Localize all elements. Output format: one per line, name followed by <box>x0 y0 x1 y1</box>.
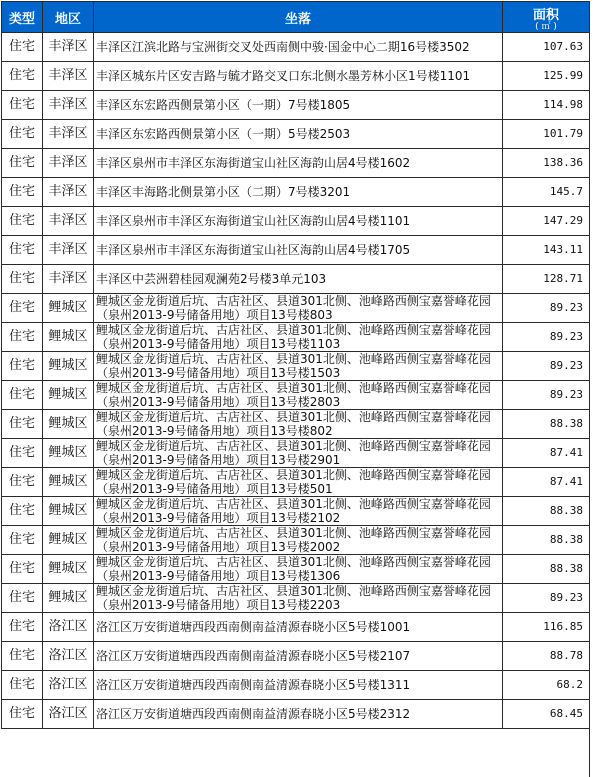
header-size-unit: ( ㎡ ) <box>535 21 557 32</box>
cell-location: 洛江区万安街道塘西段西南侧南益清源春晓小区5号楼1311 <box>94 671 503 700</box>
cell-area: 鲤城区 <box>43 584 94 613</box>
table-row <box>2 381 590 410</box>
cell-size: 147.29 <box>503 207 590 236</box>
cell-area: 丰泽区 <box>43 178 94 207</box>
table-right-edge <box>589 1 590 777</box>
table-row <box>2 700 590 729</box>
cell-type: 住宅 <box>2 555 43 584</box>
cell-type: 住宅 <box>2 468 43 497</box>
cell-location: 丰泽区中芸洲碧桂园观澜苑2号楼3单元103 <box>94 265 503 294</box>
table-row <box>2 178 590 207</box>
cell-size: 114.98 <box>503 91 590 120</box>
header-location: 坐落 <box>94 2 503 33</box>
cell-type: 住宅 <box>2 236 43 265</box>
cell-area: 丰泽区 <box>43 236 94 265</box>
cell-type: 住宅 <box>2 178 43 207</box>
table-row <box>2 149 590 178</box>
cell-location: 丰泽区城东片区安吉路与毓才路交叉口东北侧水墨芳林小区1号楼1101 <box>94 62 503 91</box>
cell-size: 89.23 <box>503 381 590 410</box>
cell-location: 丰泽区江滨北路与宝洲街交叉处西南侧中骏·国金中心二期16号楼3502 <box>94 33 503 62</box>
property-table <box>1 1 590 729</box>
table-row <box>2 265 590 294</box>
cell-location: 鲤城区金龙街道后坑、古店社区、县道301北侧、池峰路西侧宝嘉誉峰花园（泉州2013-9号储备用地）项目13号楼2102 <box>94 497 503 526</box>
cell-area: 鲤城区 <box>43 410 94 439</box>
table-header <box>2 2 590 33</box>
cell-size: 88.78 <box>503 642 590 671</box>
cell-type: 住宅 <box>2 62 43 91</box>
cell-location: 鲤城区金龙街道后坑、古店社区、县道301北侧、池峰路西侧宝嘉誉峰花园（泉州2013-9号储备用地）项目13号楼2901 <box>94 439 503 468</box>
table-row <box>2 642 590 671</box>
cell-location: 丰泽区泉州市丰泽区东海街道宝山社区海韵山居4号楼1602 <box>94 149 503 178</box>
cell-size: 88.38 <box>503 410 590 439</box>
cell-location: 丰泽区丰海路北侧景第小区（二期）7号楼3201 <box>94 178 503 207</box>
cell-location: 鲤城区金龙街道后坑、古店社区、县道301北侧、池峰路西侧宝嘉誉峰花园（泉州2013-9号储备用地）项目13号楼2002 <box>94 526 503 555</box>
cell-location: 鲤城区金龙街道后坑、古店社区、县道301北侧、池峰路西侧宝嘉誉峰花园（泉州2013-9号储备用地）项目13号楼1503 <box>94 352 503 381</box>
cell-location: 鲤城区金龙街道后坑、古店社区、县道301北侧、池峰路西侧宝嘉誉峰花园（泉州2013-9号储备用地）项目13号楼2803 <box>94 381 503 410</box>
cell-size: 101.79 <box>503 120 590 149</box>
cell-type: 住宅 <box>2 33 43 62</box>
cell-type: 住宅 <box>2 671 43 700</box>
cell-type: 住宅 <box>2 120 43 149</box>
cell-type: 住宅 <box>2 323 43 352</box>
cell-location: 鲤城区金龙街道后坑、古店社区、县道301北侧、池峰路西侧宝嘉誉峰花园（泉州2013-9号储备用地）项目13号楼802 <box>94 410 503 439</box>
cell-type: 住宅 <box>2 294 43 323</box>
cell-location: 洛江区万安街道塘西段西南侧南益清源春晓小区5号楼1001 <box>94 613 503 642</box>
cell-location: 鲤城区金龙街道后坑、古店社区、县道301北侧、池峰路西侧宝嘉誉峰花园（泉州2013-9号储备用地）项目13号楼803 <box>94 294 503 323</box>
cell-size: 89.23 <box>503 352 590 381</box>
table-row <box>2 120 590 149</box>
cell-area: 丰泽区 <box>43 120 94 149</box>
cell-area: 丰泽区 <box>43 33 94 62</box>
cell-type: 住宅 <box>2 265 43 294</box>
cell-type: 住宅 <box>2 410 43 439</box>
table-row <box>2 323 590 352</box>
cell-area: 鲤城区 <box>43 497 94 526</box>
cell-type: 住宅 <box>2 700 43 729</box>
table-row <box>2 410 590 439</box>
cell-area: 鲤城区 <box>43 352 94 381</box>
cell-type: 住宅 <box>2 642 43 671</box>
header-area: 地区 <box>43 2 94 33</box>
table-row <box>2 613 590 642</box>
cell-area: 丰泽区 <box>43 149 94 178</box>
cell-area: 鲤城区 <box>43 468 94 497</box>
cell-type: 住宅 <box>2 207 43 236</box>
cell-type: 住宅 <box>2 149 43 178</box>
cell-location: 洛江区万安街道塘西段西南侧南益清源春晓小区5号楼2312 <box>94 700 503 729</box>
cell-area: 鲤城区 <box>43 294 94 323</box>
cell-area: 洛江区 <box>43 671 94 700</box>
table-row <box>2 671 590 700</box>
cell-type: 住宅 <box>2 352 43 381</box>
cell-location: 丰泽区泉州市丰泽区东海街道宝山社区海韵山居4号楼1101 <box>94 207 503 236</box>
table-row <box>2 439 590 468</box>
table-row <box>2 555 590 584</box>
cell-location: 丰泽区泉州市丰泽区东海街道宝山社区海韵山居4号楼1705 <box>94 236 503 265</box>
table-row <box>2 584 590 613</box>
header-size <box>503 2 590 33</box>
cell-size: 68.2 <box>503 671 590 700</box>
header-type: 类型 <box>2 2 43 33</box>
cell-location: 鲤城区金龙街道后坑、古店社区、县道301北侧、池峰路西侧宝嘉誉峰花园（泉州2013-9号储备用地）项目13号楼501 <box>94 468 503 497</box>
table-row <box>2 33 590 62</box>
cell-size: 128.71 <box>503 265 590 294</box>
cell-area: 鲤城区 <box>43 555 94 584</box>
cell-area: 鲤城区 <box>43 526 94 555</box>
table-row <box>2 207 590 236</box>
cell-size: 68.45 <box>503 700 590 729</box>
cell-area: 洛江区 <box>43 613 94 642</box>
cell-size: 138.36 <box>503 149 590 178</box>
cell-size: 89.23 <box>503 584 590 613</box>
table-row <box>2 294 590 323</box>
table-row <box>2 526 590 555</box>
cell-location: 丰泽区东宏路西侧景第小区（一期）5号楼2503 <box>94 120 503 149</box>
cell-size: 87.41 <box>503 468 590 497</box>
cell-area: 丰泽区 <box>43 62 94 91</box>
cell-type: 住宅 <box>2 497 43 526</box>
cell-area: 鲤城区 <box>43 381 94 410</box>
header-row <box>2 2 590 33</box>
cell-size: 143.11 <box>503 236 590 265</box>
cell-type: 住宅 <box>2 439 43 468</box>
table-row <box>2 497 590 526</box>
cell-size: 107.63 <box>503 33 590 62</box>
table-body <box>2 33 590 729</box>
cell-size: 116.85 <box>503 613 590 642</box>
cell-location: 丰泽区东宏路西侧景第小区（一期）7号楼1805 <box>94 91 503 120</box>
header-size-label: 面积 <box>532 7 559 23</box>
cell-size: 125.99 <box>503 62 590 91</box>
cell-type: 住宅 <box>2 584 43 613</box>
cell-size: 145.7 <box>503 178 590 207</box>
table-row <box>2 352 590 381</box>
cell-size: 88.38 <box>503 526 590 555</box>
cell-area: 洛江区 <box>43 700 94 729</box>
cell-size: 88.38 <box>503 555 590 584</box>
cell-location: 鲤城区金龙街道后坑、古店社区、县道301北侧、池峰路西侧宝嘉誉峰花园（泉州2013-9号储备用地）项目13号楼2203 <box>94 584 503 613</box>
cell-area: 丰泽区 <box>43 207 94 236</box>
cell-location: 鲤城区金龙街道后坑、古店社区、县道301北侧、池峰路西侧宝嘉誉峰花园（泉州2013-9号储备用地）项目13号楼1103 <box>94 323 503 352</box>
cell-size: 88.38 <box>503 497 590 526</box>
cell-type: 住宅 <box>2 526 43 555</box>
cell-type: 住宅 <box>2 91 43 120</box>
cell-area: 鲤城区 <box>43 323 94 352</box>
cell-location: 洛江区万安街道塘西段西南侧南益清源春晓小区5号楼2107 <box>94 642 503 671</box>
cell-size: 89.23 <box>503 294 590 323</box>
table-row <box>2 62 590 91</box>
cell-area: 洛江区 <box>43 642 94 671</box>
cell-size: 87.41 <box>503 439 590 468</box>
cell-area: 丰泽区 <box>43 265 94 294</box>
cell-area: 丰泽区 <box>43 91 94 120</box>
table-row <box>2 236 590 265</box>
cell-location: 鲤城区金龙街道后坑、古店社区、县道301北侧、池峰路西侧宝嘉誉峰花园（泉州2013-9号储备用地）项目13号楼1306 <box>94 555 503 584</box>
cell-type: 住宅 <box>2 381 43 410</box>
table-row <box>2 468 590 497</box>
cell-type: 住宅 <box>2 613 43 642</box>
cell-size: 89.23 <box>503 323 590 352</box>
table-row <box>2 91 590 120</box>
cell-area: 鲤城区 <box>43 439 94 468</box>
